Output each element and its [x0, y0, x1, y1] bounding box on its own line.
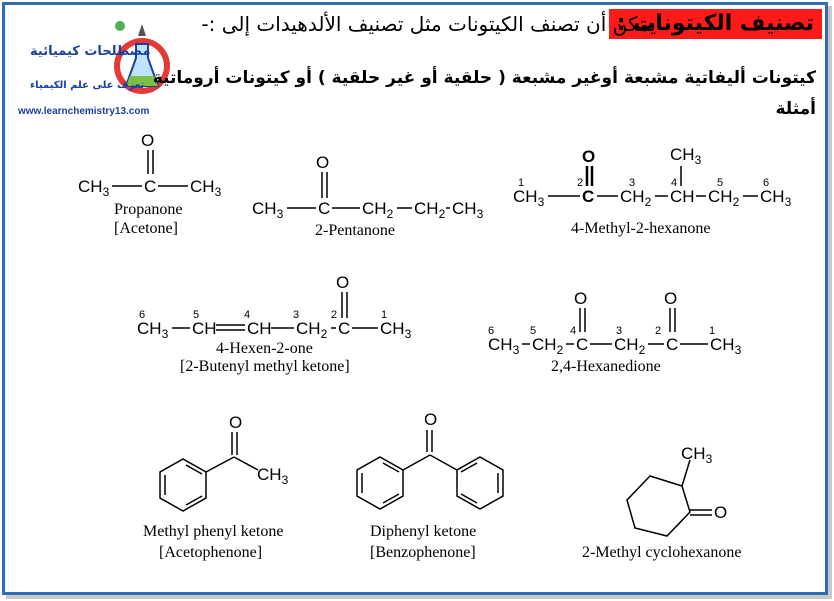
2-methylcyclohexanone-structure	[627, 444, 727, 536]
svg-text:CH3: $CH_3$	[760, 187, 792, 209]
acetophenone-structure	[160, 413, 289, 511]
title-description: يمكن أن تصنف الكيتونات مثل تصنيف الألدهيدات إلى :-	[201, 12, 656, 36]
svg-text:O: O	[316, 153, 330, 172]
logo-subtitle: تعرف على علم الكيمياء	[30, 80, 145, 91]
4-methyl-2-hexanone-structure	[513, 145, 792, 209]
svg-text:CH3: $CH_3$	[670, 145, 702, 167]
svg-text:C: C	[582, 187, 595, 206]
compound-name-2-4-hexanedione: 2,4-Hexanedione	[551, 358, 661, 375]
compound-name-2-pentanone: 2-Pentanone	[315, 222, 395, 239]
svg-text:O: O	[714, 503, 728, 522]
compound-alt-acetone: [Acetone]	[114, 220, 178, 237]
svg-text:3: 3	[616, 325, 623, 337]
logo-url: www.learnchemistry13.com	[18, 106, 150, 117]
svg-text:2: 2	[655, 325, 662, 337]
svg-text:CH2: $CH_2$	[414, 199, 446, 221]
compound-name-4-methyl-2-hexanone: 4-Methyl-2-hexanone	[571, 220, 711, 237]
svg-text:5: 5	[717, 177, 724, 189]
svg-text:4: 4	[570, 325, 577, 337]
svg-text:C: C	[144, 177, 157, 196]
svg-text:CH3: $CH_3$	[452, 199, 484, 221]
svg-text:CH3: $CH_3$	[190, 177, 222, 199]
2-4-hexanedione-structure	[488, 289, 742, 357]
svg-text:CH2: $CH_2$	[614, 335, 646, 357]
svg-text:CH: CH	[670, 187, 695, 206]
svg-text:4: 4	[244, 309, 251, 321]
svg-text:CH3: $CH_3$	[513, 187, 545, 209]
svg-text:CH3: $CH_3$	[681, 444, 713, 466]
svg-text:O: O	[424, 410, 438, 429]
svg-text:O: O	[664, 289, 678, 308]
compound-name-4-hexen-2-one: 4-Hexen-2-one	[216, 340, 313, 357]
compound-name-propanone: Propanone	[114, 201, 183, 218]
svg-text:C: C	[318, 199, 331, 218]
svg-text:O: O	[574, 289, 588, 308]
svg-text:CH2: $CH_2$	[296, 319, 328, 341]
svg-text:1: 1	[518, 177, 525, 189]
svg-text:CH: CH	[247, 319, 272, 338]
4-hexen-2-one-structure	[137, 273, 412, 341]
compound-name-diphenyl-ketone: Diphenyl ketone	[370, 523, 477, 540]
svg-text:C: C	[576, 335, 589, 354]
svg-text:CH2: $CH_2$	[620, 187, 652, 209]
svg-text:CH3: $CH_3$	[380, 319, 412, 341]
svg-text:5: 5	[193, 309, 200, 321]
svg-text:CH3: $CH_3$	[78, 177, 110, 199]
svg-text:O: O	[582, 147, 596, 166]
svg-text:3: 3	[293, 309, 300, 321]
svg-text:2: 2	[577, 177, 584, 189]
section-title: تصنيف الكيتونات :	[609, 9, 822, 39]
svg-text:6: 6	[763, 177, 770, 189]
svg-text:CH2: $CH_2$	[532, 335, 564, 357]
compound-alt-acetophenone: [Acetophenone]	[159, 544, 263, 561]
svg-text:O: O	[141, 131, 155, 150]
svg-text:C: C	[338, 319, 351, 338]
classification-subtitle: كيتونات أليفاتية مشبعة أوغير مشبعة ( حلقية أو غير حلقية ) أو كيتونات أروماتية	[152, 68, 816, 88]
svg-text:4: 4	[671, 177, 678, 189]
svg-text:CH3: $CH_3$	[710, 335, 742, 357]
svg-text:6: 6	[139, 309, 146, 321]
compound-name-methyl-phenyl-ketone: Methyl phenyl ketone	[143, 523, 284, 540]
svg-text:CH3: $CH_3$	[488, 335, 520, 357]
svg-text:CH: CH	[192, 319, 217, 338]
propanone-structure	[78, 131, 222, 199]
2-pentanone-structure	[252, 153, 484, 221]
compound-name-2-methyl-cyclohexanone: 2-Methyl cyclohexanone	[582, 544, 742, 561]
svg-text:1: 1	[381, 309, 388, 321]
svg-text:CH3: $CH_3$	[257, 465, 289, 487]
svg-text:2: 2	[331, 309, 338, 321]
svg-text:6: 6	[488, 325, 495, 337]
logo-title: مصطلحات كيميائية	[30, 44, 151, 59]
compound-alt-2-butenyl-methyl-ketone: [2-Butenyl methyl ketone]	[180, 358, 350, 375]
examples-label: أمثلة	[775, 99, 816, 119]
svg-text:1: 1	[709, 325, 716, 337]
svg-text:C: C	[666, 335, 679, 354]
svg-text:CH2: $CH_2$	[362, 199, 394, 221]
svg-text:CH3: $CH_3$	[252, 199, 284, 221]
svg-text:5: 5	[530, 325, 537, 337]
svg-text:CH3: $CH_3$	[137, 319, 169, 341]
benzophenone-structure	[357, 410, 503, 509]
svg-text:3: 3	[629, 177, 636, 189]
compound-alt-benzophenone: [Benzophenone]	[370, 544, 476, 561]
svg-text:CH2: $CH_2$	[708, 187, 740, 209]
svg-text:O: O	[336, 273, 350, 292]
svg-text:O: O	[229, 413, 243, 432]
